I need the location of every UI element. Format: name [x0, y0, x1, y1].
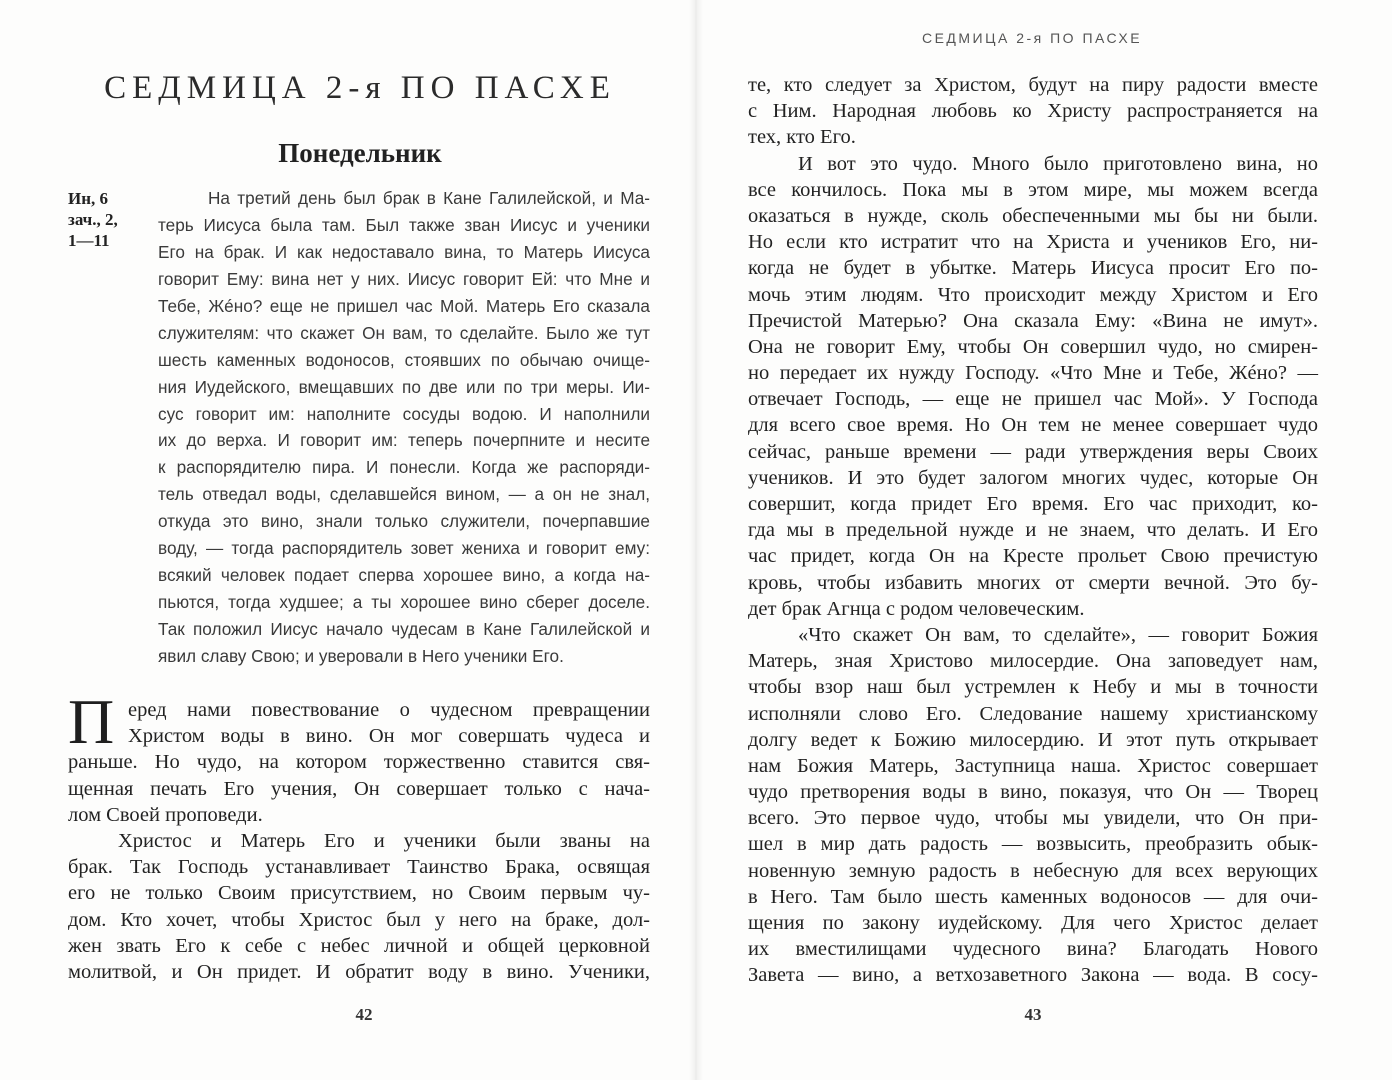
- text-line: Она не говорит Ему, чтобы Он совершил чудо, но смирен-: [748, 335, 1318, 358]
- text-line: учеников. И это будет залогом многих чудес, которые Он: [748, 466, 1318, 489]
- gospel-line: терь Иисуса была там. Был также зван Иисус и ученики: [158, 214, 650, 235]
- text-line: сейчас, раньше времени — ради утверждения веры Своих: [748, 440, 1318, 463]
- gospel-line: Тебе, Жéно? еще не пришел час Мой. Матерь Его сказала: [158, 295, 650, 316]
- text-line: шел в мир дать радость — возвысить, преобразить обык-: [748, 833, 1318, 856]
- text-line: долгу ведет к Божию милосердию. И этот путь открывает: [748, 728, 1318, 751]
- text-line: исполняли слово Его. Следование нашему христианскому: [748, 702, 1318, 725]
- text-line: гда мы в предельной нужде и не знаем, что делать. И Его: [748, 519, 1318, 542]
- running-head: СЕДМИЦА 2-я ПО ПАСХЕ: [921, 30, 1143, 46]
- text-line: час придет, когда Он на Кресте прольет Свою пречистую: [748, 545, 1318, 568]
- drop-cap: П: [68, 686, 115, 757]
- text-line: тех, кто Его.: [748, 126, 856, 149]
- text-line: лом Своей проповеди.: [68, 803, 263, 826]
- gospel-line: тель отведал воды, сделавшейся вином, — а он не знал,: [158, 484, 650, 505]
- text-line: совершит, когда придет Его время. Его час приходит, ко-: [748, 493, 1318, 515]
- text-line: но передает их нужду Господу. «Что Мне и Тебе, Жéно? —: [748, 362, 1318, 385]
- text-line: И вот это чудо. Много было приготовлено вина, но: [798, 152, 1318, 175]
- text-line: те, кто следует за Христом, будут на пиру радости вместе: [748, 74, 1318, 96]
- text-line: Но если кто истратит что на Христа и учеников Его, ни-: [748, 231, 1318, 254]
- gospel-line: явил славу Свою; и уверовали в Него ученики Его.: [158, 645, 564, 666]
- gospel-line: говорит Ему: вина нет у них. Иисус говорит Ей: что Мне и: [158, 268, 650, 289]
- reference-line: Ин, 6: [68, 189, 109, 208]
- left-page: [0, 0, 695, 1080]
- commentary-text: [68, 697, 650, 985]
- text-line: Пречистой Матерью? Она сказала Ему: «Вина не имут».: [748, 309, 1318, 332]
- gospel-line: сус говорит им: наполните сосуды водою. И наполнили: [158, 403, 650, 424]
- chapter-title: СЕДМИЦА 2-я ПО ПАСХЕ: [104, 70, 616, 106]
- text-line: брак. Так Господь устанавливает Таинство Брака, освящая: [68, 856, 650, 879]
- gospel-line: ния Иудейского, вмещавших по две или по три меры. Ии-: [158, 376, 650, 397]
- text-line: кровь, чтобы избавить многих от смерти вечной. Это бу-: [748, 571, 1318, 594]
- text-line: жен звать Его к себе с небес личной и общей церковной: [68, 934, 650, 957]
- text-line: мочь этим людям. Что происходит между Христом и Его: [748, 283, 1318, 306]
- gospel-line: пьются, тогда худшее; а ты хорошее вино сберег доселе.: [158, 592, 650, 613]
- text-line: когда не будет в убытке. Матерь Иисуса просит Его по-: [748, 257, 1318, 280]
- text-line: Христом воды в вино. Он мог совершать чудеса и: [128, 725, 650, 748]
- right-page: [697, 0, 1392, 1080]
- text-line: оказаться в нужде, сколь обеспеченными мы бы ни были.: [748, 204, 1318, 227]
- reference-line: 1—11: [68, 231, 110, 250]
- gospel-line: Так положил Иисус начало чудесам в Кане Галилейской и: [158, 619, 650, 639]
- text-line: всего. Это первое чудо, чтобы мы увидели, что Он при-: [748, 807, 1318, 830]
- gospel-line: воду, — тогда распорядитель зовет жениха и говорит ему:: [158, 538, 650, 559]
- text-line: щения по закону иудейскому. Для чего Христос делает: [748, 912, 1318, 934]
- text-line: щенная печать Его учения, Он совершает только с нача-: [68, 777, 650, 800]
- reference-line: зач., 2,: [68, 210, 118, 229]
- commentary-text-continued: [748, 72, 1318, 989]
- gospel-line: их до верха. И говорит им: теперь почерпните и несите: [158, 430, 650, 451]
- text-line: новенную земную радость в небесную для всех верующих: [748, 859, 1318, 882]
- gospel-line: служителям: что скажет Он вам, то сделайте. Было же тут: [158, 322, 650, 343]
- text-line: чтобы взор наш был устремлен к Небу и мы в точности: [748, 676, 1318, 699]
- text-line: их вместилищами чудесного вина? Благодать Нового: [748, 938, 1318, 961]
- text-line: дом. Кто хочет, чтобы Христос был у него на браке, дол-: [68, 908, 650, 931]
- text-line: Завета — вино, а ветхозаветного Закона — вода. В сосу-: [748, 964, 1318, 987]
- gospel-line: откуда это вино, знали только служители, почерпавшие: [158, 511, 650, 532]
- text-line: для всего свое время. Но Он тем не менее совершает чудо: [748, 414, 1318, 437]
- text-line: отвечает Господь, — еще не пришел час Мой». У Господа: [748, 388, 1318, 411]
- text-line: все кончилось. Пока мы в этом мире, мы можем всегда: [748, 178, 1318, 201]
- scripture-reference: [68, 188, 142, 251]
- gospel-line: к распорядителю пира. И понесли. Когда же распоряди-: [158, 457, 650, 478]
- text-line: раньше. Но чудо, на котором торжественно ставится свя-: [68, 751, 650, 774]
- text-line: Христос и Матерь Его и ученики были званы на: [118, 829, 650, 852]
- gospel-line: Его на брак. И как недоставало вина, то Матерь Иисуса: [158, 241, 650, 262]
- text-line: Матерь, зная Христово милосердие. Она заповедует нам,: [748, 650, 1318, 673]
- text-line: молитвой, и Он придет. И обратит воду в вино. Ученики,: [68, 960, 650, 983]
- gospel-line: На третий день был брак в Кане Галилейской, и Ма-: [208, 188, 650, 208]
- text-line: дет брак Агнца с родом человеческим.: [748, 597, 1085, 620]
- text-line: в Него. Там было шесть каменных водоносов — для очи-: [748, 885, 1318, 908]
- text-line: «Что скажет Он вам, то сделайте», — говорит Божия: [798, 623, 1318, 646]
- gospel-line: всякий человек подает сперва хорошее вино, а когда на-: [158, 565, 650, 586]
- page-number: 42: [355, 1005, 373, 1024]
- day-title: Понедельник: [278, 138, 442, 168]
- text-line: чудо претворения воды в вино, показуя, что Он — Творец: [748, 781, 1318, 804]
- gospel-line: шесть каменных водоносов, стоявших по обычаю очище-: [158, 349, 650, 370]
- page-number: 43: [1024, 1005, 1042, 1024]
- text-line: его не только Своим присутствием, но Своим первым чу-: [68, 882, 650, 905]
- gospel-reading: [158, 185, 650, 670]
- text-line: нам Божия Матерь, Заступница наша. Христос совершает: [748, 754, 1318, 777]
- text-line: с Ним. Народная любовь ко Христу распространяется на: [748, 100, 1318, 123]
- text-line: еред нами повествование о чудесном превращении: [128, 699, 650, 721]
